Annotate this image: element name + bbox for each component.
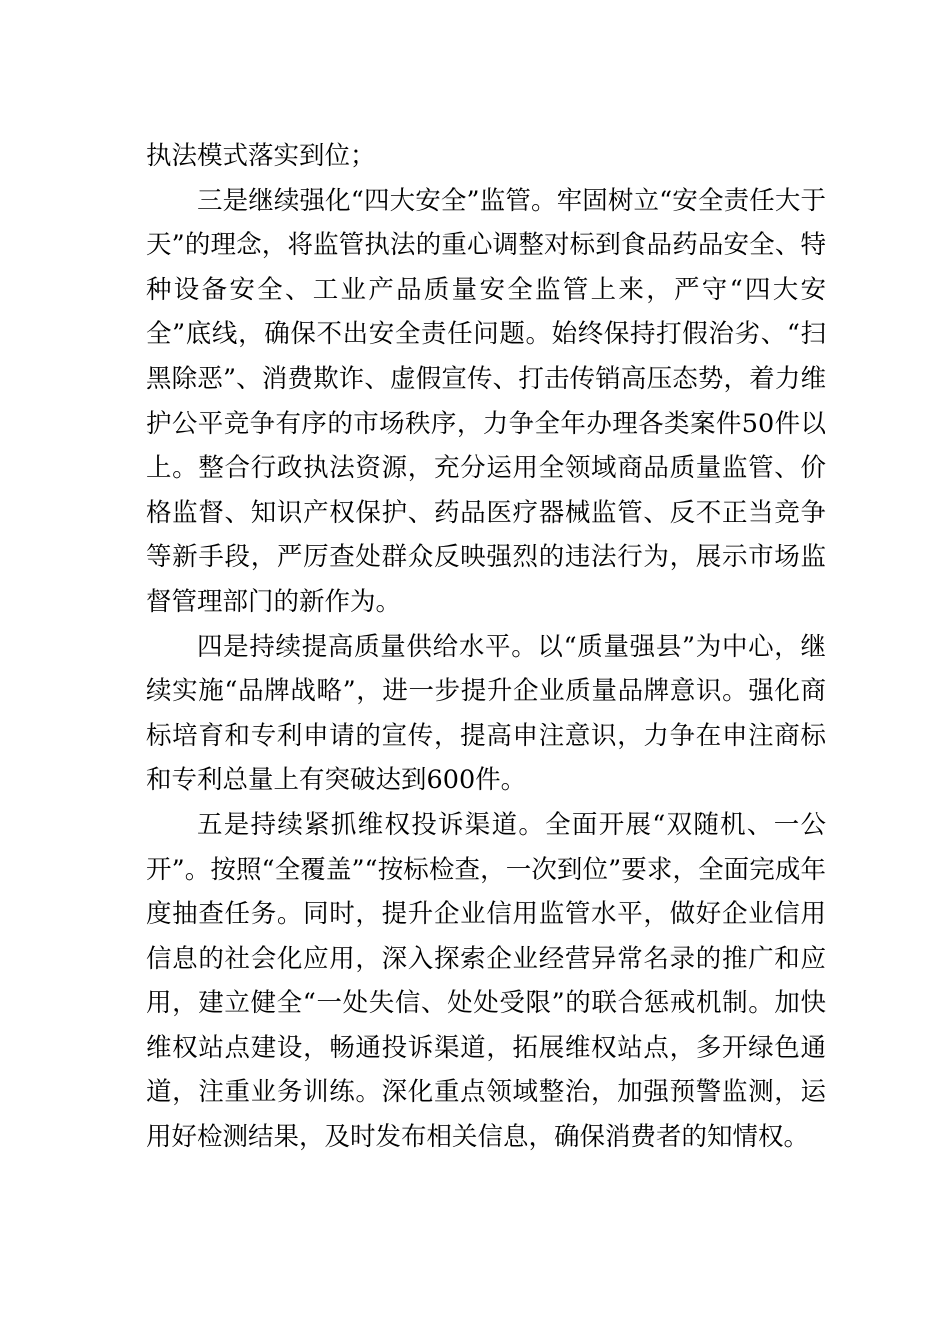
paragraph-item-three: 三是继续强化“四大安全”监管。牢固树立“安全责任大于天”的理念，将监管执法的重心调整对标到食品药品安全、特种设备安全、工业产品质量安全监管上来，严守“四大安全”底线，确保不出安全责任问题。始终保持打假治劣、“扫黑除恶”、消费欺诈、虚假宣传、打击传销高压态势，着力维护公平竞争有序的市场秩序，力争全年办理各类案件50件以上。整合行政执法资源，充分运用全领域商品质量监管、价格监督、知识产权保护、药品医疗器械监管、反不正当竞争等新手段，严厉查处群众反映强烈的违法行为，展示市场监督管理部门的新作为。 [146,185,826,617]
paragraph-item-four: 四是持续提高质量供给水平。以“质量强县”为中心，继续实施“品牌战略”，进一步提升企业质量品牌意识。强化商标培育和专利申请的宣传，提高申注意识，力争在申注商标和专利总量上有突破达到600件。 [146,631,826,796]
paragraph-item-five: 五是持续紧抓维权投诉渠道。全面开展“双随机、一公开”。按照“全覆盖”“按标检查，一次到位”要求，全面完成年度抽查任务。同时，提升企业信用监管水平，做好企业信用信息的社会化应用，深入探索企业经营异常名录的推广和应用，建立健全“一处失信、处处受限”的联合惩戒机制。加快维权站点建设，畅通投诉渠道，拓展维权站点，多开绿色通道，注重业务训练。深化重点领域整治，加强预警监测，运用好检测结果，及时发布相关信息，确保消费者的知情权。 [146,809,826,1153]
document-body [146,134,826,1160]
paragraph-continuation: 执法模式落实到位； [146,141,376,171]
